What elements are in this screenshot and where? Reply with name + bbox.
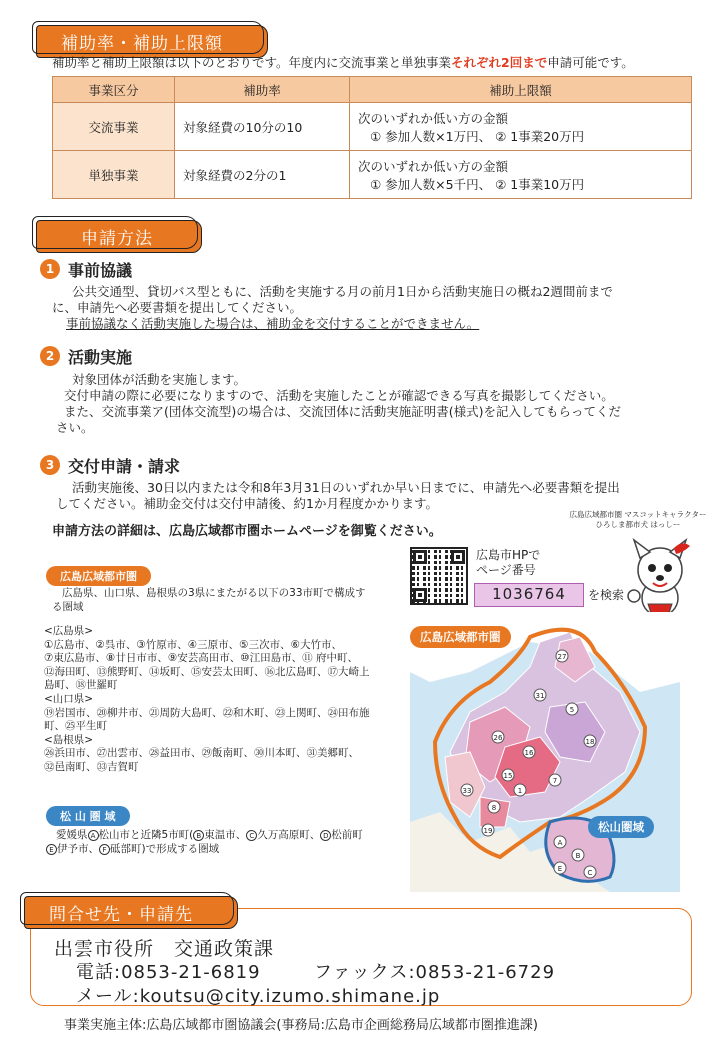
mascot-dog-icon (620, 538, 700, 620)
matsuyama-pref: 愛媛県 (56, 829, 88, 841)
contact-heading-text: 問合せ先・申請先 (49, 905, 193, 925)
matsuyama-text: 松前町 (331, 829, 363, 841)
hiroshima-area-desc (52, 586, 402, 614)
pref-heading: <広島県> (44, 625, 94, 637)
search-label: を検索 (588, 588, 625, 602)
hp-label (476, 548, 540, 578)
svg-text:18: 18 (585, 738, 595, 746)
pref-heading: <山口県> (44, 692, 94, 705)
step-1-line: 公共交通型、貸切バス型ともに、活動を実施する月の前月1日から活動実施日の概ね2週間前まで (72, 284, 613, 299)
step-2-number-icon (40, 346, 60, 366)
svg-text:7: 7 (552, 777, 558, 785)
circle-c-icon: C (246, 830, 257, 841)
step-2-num: 2 (45, 349, 55, 363)
step-2-line: さい。 (56, 420, 94, 435)
svg-text:E: E (557, 865, 563, 873)
step-2-title: 活動実施 (68, 348, 133, 367)
table-header-category: 事業区分 (53, 77, 175, 103)
svg-text:1: 1 (517, 787, 523, 795)
region-map-graphic (410, 612, 680, 892)
row-rate: 対象経費の10分の10 (175, 103, 350, 151)
row-limit (350, 103, 692, 151)
method-heading-text: 申請方法 (81, 229, 153, 249)
matsuyama-area-desc (49, 828, 416, 856)
rates-intro-pre: 補助率と補助上限額は以下のとおりです。年度内に交流事業と単独事業 (52, 55, 452, 70)
municipality-line: ㉖浜田市、㉗出雲市、㉘益田市、㉙飯南町、㉚川本町、㉛美郷町、 (44, 747, 359, 760)
step-2-line: 対象団体が活動を実施します。 (72, 372, 247, 387)
step-1-num: 1 (45, 262, 55, 276)
row-rate: 対象経費の2分の1 (175, 151, 350, 199)
svg-text:16: 16 (524, 749, 534, 757)
table-header-rate: 補助率 (175, 77, 350, 103)
step-1-body (52, 284, 613, 332)
mascot-caption (558, 510, 718, 530)
step-3-title: 交付申請・請求 (68, 457, 181, 476)
rates-table (52, 76, 692, 199)
mascot-caption-line1: 広島広域都市圏 マスコットキャラクター (569, 510, 707, 519)
step-2-line: また、交流事業ア(団体交流型)の場合は、交流団体に活動実施証明書(様式)を記入してもらってくだ (64, 404, 622, 419)
hiroshima-area-tag: 広島広域都市圏 (46, 566, 151, 586)
municipality-line: ⑲岩国市、⑳柳井市、㉑周防大島町、㉒和木町、㉓上関町、㉔田布施 (44, 706, 370, 719)
step-3-line: 活動実施後、30日以内または令和8年3月31日のいずれか早い日までに、申請先へ必要書類を提出 (72, 480, 620, 495)
svg-text:C: C (587, 869, 593, 877)
step-3-num: 3 (45, 458, 55, 472)
matsuyama-text: 松山市と近隣5市町( (98, 829, 194, 841)
municipality-line: 町、㉕平生町 (44, 720, 107, 733)
matsuyama-area-tag: 松 山 圏 域 (46, 806, 130, 826)
hiroshima-desc-line: 広島県、山口県、島根県の3県にまたがる以下の33市町で構成す (62, 587, 366, 599)
table-row (53, 103, 692, 151)
row-category: 交流事業 (53, 103, 175, 151)
footer-organizer: 事業実施主体:広島広域都市圏協議会(事務局:広島市企画総務局広域都市圏推進課) (64, 1018, 538, 1033)
rates-intro-highlight: それぞれ2回まで (451, 55, 548, 70)
svg-text:5: 5 (569, 706, 575, 714)
step-3-line: してください。補助金交付は交付申請後、約1か月程度かかります。 (56, 496, 438, 511)
map-label-matsuyama: 松山圏域 (588, 816, 654, 838)
region-map (410, 612, 680, 892)
municipality-line: ①広島市、②呉市、③竹原市、④三原市、⑤三次市、⑥大竹市、 (44, 638, 342, 651)
step-1-number-icon (40, 259, 60, 279)
hp-label-line2: ページ番号 (476, 563, 536, 577)
contact-heading (24, 896, 238, 929)
details-note: 申請方法の詳細は、広島広域都市圏ホームページを御覧ください。 (52, 524, 442, 539)
rates-intro-post: 申請可能です。 (547, 55, 634, 70)
hiroshima-desc-line: る圏域 (52, 601, 84, 613)
municipality-list (44, 625, 404, 775)
step-1-title: 事前協議 (68, 261, 133, 280)
hp-label-line1: 広島市HPで (476, 548, 541, 562)
municipality-line: ㉜邑南町、㉝吉賀町 (44, 760, 139, 773)
mascot-caption-line2: ひろしま都市犬 はっしー (595, 520, 681, 529)
step-3-number-icon (40, 455, 60, 475)
matsuyama-text: 東温市、 (204, 829, 247, 841)
svg-text:26: 26 (493, 734, 503, 742)
row-limit-line1: 次のいずれか低い方の金額 (358, 158, 509, 174)
circle-a-icon: A (88, 830, 99, 841)
svg-text:A: A (557, 839, 563, 847)
page-number-box: 1036764 (474, 583, 584, 607)
svg-text:15: 15 (503, 772, 513, 780)
row-category: 単独事業 (53, 151, 175, 199)
circle-e-icon: E (46, 844, 57, 855)
matsuyama-text: 砥部町)で形成する圏域 (110, 843, 220, 855)
pref-heading: <島根県> (44, 733, 94, 746)
step-2-line: 交付申請の際に必要になりますので、活動を実施したことが確認できる写真を撮影してください。 (64, 388, 614, 403)
step-1-line: に、申請先へ必要書類を提出してください。 (52, 300, 303, 315)
svg-text:8: 8 (491, 804, 497, 812)
row-limit-line2: ① 参加人数×5千円、 ② 1事業10万円 (370, 176, 585, 192)
municipality-line: ⑫海田町、⑬熊野町、⑭坂町、⑮安芸太田町、⑯北広島町、⑰大崎上 (44, 665, 370, 678)
row-limit (350, 151, 692, 199)
step-2-body (52, 372, 621, 436)
svg-text:27: 27 (557, 653, 567, 661)
contact-office: 出雲市役所 交通政策課 (54, 938, 275, 960)
circle-b-icon: B (193, 830, 204, 841)
svg-text:19: 19 (483, 827, 493, 835)
step-3-body (52, 480, 620, 512)
contact-tel: 電話:0853-21-6819 (76, 962, 261, 983)
matsuyama-text: 伊予市、 (57, 843, 99, 855)
table-header-limit: 補助上限額 (350, 77, 692, 103)
step-1-warning: 事前協議なく活動実施した場合は、補助金を交付することができません。 (66, 316, 480, 331)
contact-fax: ファックス:0853-21-6729 (314, 962, 556, 983)
rates-heading-text: 補助率・補助上限額 (61, 34, 223, 54)
svg-text:31: 31 (535, 692, 545, 700)
row-limit-line1: 次のいずれか低い方の金額 (358, 110, 509, 126)
matsuyama-text: 久万高原町、 (257, 829, 321, 841)
circle-f-icon: F (99, 844, 110, 855)
table-row (53, 151, 692, 199)
svg-text:B: B (575, 852, 581, 860)
qr-code-icon (410, 547, 468, 605)
municipality-line: 島町、⑱世羅町 (44, 679, 118, 692)
map-label-hiroshima: 広島広域都市圏 (410, 626, 511, 648)
circle-d-icon: D (320, 830, 331, 841)
method-heading (36, 220, 202, 253)
table-header-row (53, 77, 692, 103)
row-limit-line2: ① 参加人数×1万円、 ② 1事業20万円 (370, 128, 585, 144)
rates-intro (52, 53, 634, 71)
contact-email[interactable]: メール:koutsu@city.izumo.shimane.jp (76, 986, 441, 1007)
svg-text:33: 33 (462, 787, 472, 795)
municipality-line: ⑦東広島市、⑧廿日市市、⑨安芸高田市、⑩江田島市、⑪ 府中町、 (44, 652, 358, 665)
